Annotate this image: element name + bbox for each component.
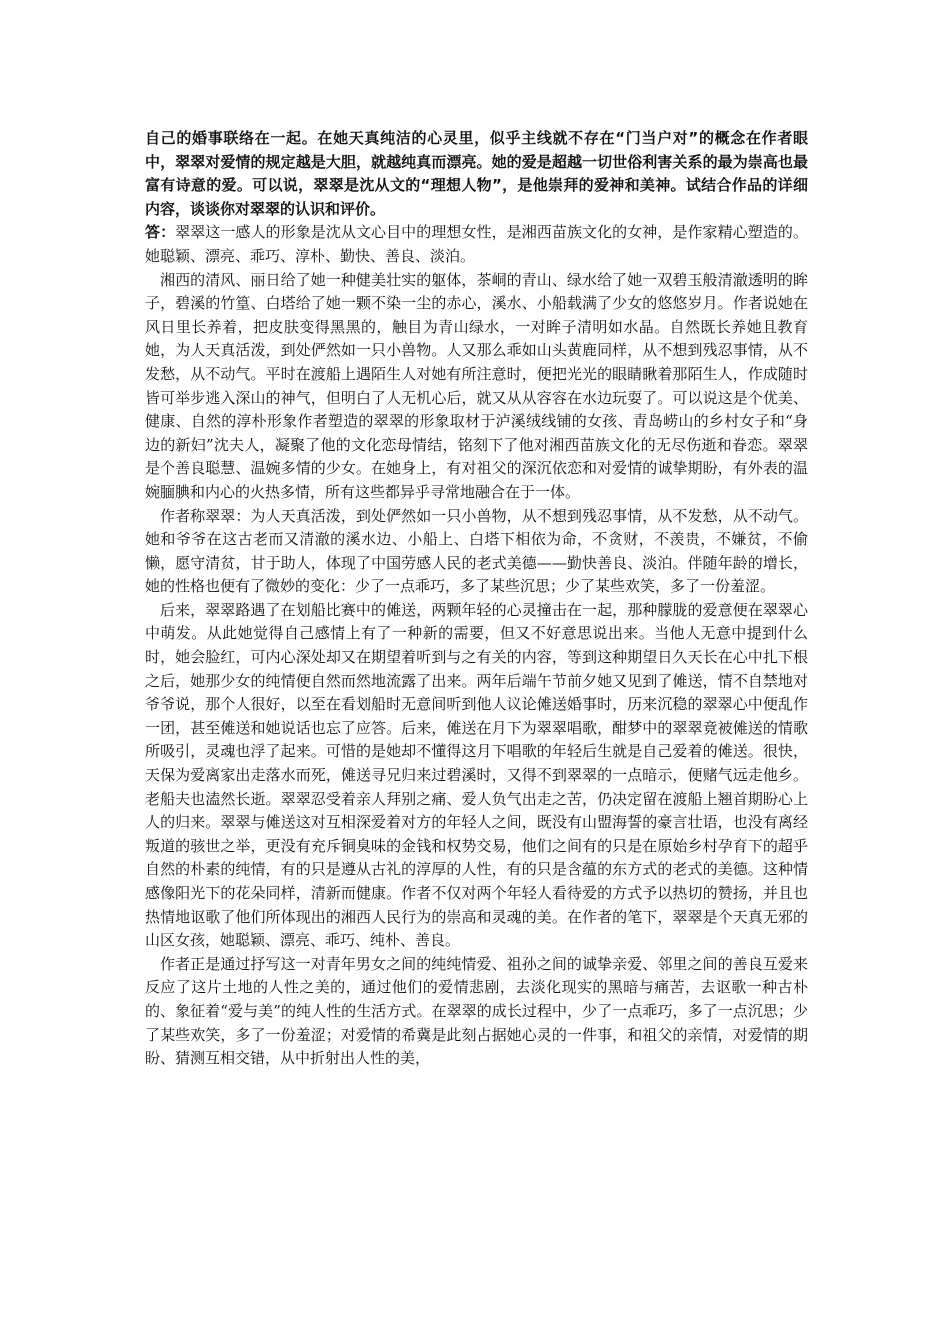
answer-intro-text: 翠翠这一感人的形象是沈从文心目中的理想女性，是湘西苗族文化的女神，是作家精心塑造的。她聪颖、漂亮、乖巧、淳朴、勤快、善良、淡泊。 (145, 223, 808, 265)
answer-intro (145, 221, 808, 268)
body-paragraph-4: 作者正是通过抒写这一对青年男女之间的纯纯情爱、祖孙之间的诚挚亲爱、邻里之间的善良互爱来反应了这片土地的人性之美的，通过他们的爱情悲剧，去淡化现实的黑暗与痛苦，去讴歌一种古朴的、象征着“爱与美”的纯人性的生活方式。在翠翠的成长过程中，少了一点乖巧，多了一点沉思；少了某些欢笑，多了一份羞涩；对爱情的希冀是此刻占据她心灵的一件事，和祖父的亲情，对爱情的期盼、猜测互相交错，从中折射出人性的美， (145, 954, 808, 1068)
answer-label: 答： (145, 223, 176, 242)
question-text: 自己的婚事联络在一起。在她天真纯洁的心灵里，似乎主线就不存在“门当户对”的概念在作者眼中，翠翠对爱情的规定越是大胆，就越纯真而漂亮。她的爱是超越一切世俗利害关系的最为崇高也最富有诗意的爱。可以说，翠翠是沈从文的“理想人物”，是他崇拜的爱神和美神。试结合作品的详细内容，谈谈你对翠翠的认识和评价。 (145, 129, 808, 218)
body-paragraph-2: 作者称翠翠：为人天真活泼，到处俨然如一只小兽物，从不想到残忍事情，从不发愁，从不动气。她和爷爷在这古老而又清澈的溪水边、小船上、白塔下相依为命，不贪财，不羡贵，不嫌贫，不偷懒，愿守清贫，甘于助人，体现了中国劳感人民的老式美德——勤快善良、淡泊。伴随年龄的增长，她的性格也便有了微妙的变化：少了一点乖巧，多了某些沉思；少了某些欢笑，多了一份羞涩。 (145, 506, 808, 596)
body-paragraph-1: 湘西的清风、丽日给了她一种健美壮实的躯体，茶峒的青山、绿水给了她一双碧玉般清澈透明的眸子，碧溪的竹篁、白塔给了她一颗不染一尘的赤心，溪水、小船载满了少女的悠悠岁月。作者说她在风日里长养着，把皮肤变得黑黑的，触目为青山绿水，一对眸子清明如水晶。自然既长养她且教育她，为人天真活泼，到处俨然如一只小兽物。人又那么乖如山头黄鹿同样，从不想到残忍事情，从不发愁，从不动气。平时在渡船上遇陌生人对她有所注意时，便把光光的眼睛瞅着那陌生人，作成随时皆可举步逃入深山的神气，但明白了人无机心后，就又从从容容在水边玩耍了。可以说这是个优美、健康、自然的淳朴形象作者塑造的翠翠的形象取材于泸溪绒线铺的女孩、青岛崂山的乡村女子和“身边的新妇”沈夫人，凝聚了他的文化恋母情结，铭刻下了他对湘西苗族文化的无尽伤逝和眷恋。翠翠是个善良聪慧、温婉多情的少女。在她身上，有对祖父的深沉依恋和对爱情的诚挚期盼，有外表的温婉腼腆和内心的火热多情，所有这些都异乎寻常地融合在于一体。 (145, 270, 808, 501)
document-page (145, 127, 808, 1071)
body-paragraph-3: 后来，翠翠路遇了在划船比赛中的傩送，两颗年轻的心灵撞击在一起，那种朦胧的爱意便在翠翠心中萌发。从此她觉得自己感情上有了一种新的需要，但又不好意思说出来。当他人无意中提到什么时，她会脸红，可内心深处却又在期望着听到与之有关的内容，等到这种期望日久天长在心中扎下根之后，她那少女的纯情便自然而然地流露了出来。两年后端午节前夕她又见到了傩送，情不自禁地对爷爷说，那个人很好，以至在看划船时无意间听到他人议论傩送婚事时，历来沉稳的翠翠心中便乱作一团，甚至傩送和她说话也忘了应答。后来，傩送在月下为翠翠唱歌，酣梦中的翠翠竟被傩送的情歌所吸引，灵魂也浮了起来。可惜的是她却不懂得这月下唱歌的年轻后生就是自己爱着的傩送。很快，天保为爱离家出走落水而死，傩送寻兄归来过碧溪时，又得不到翠翠的一点暗示，便赌气远走他乡。老船夫也溘然长逝。翠翠忍受着亲人拜别之痛、爱人负气出走之苦，仍决定留在渡船上翘首期盼心上人的归来。翠翠与傩送这对互相深爱着对方的年轻人之间，既没有山盟海誓的豪言壮语，也没有离经叛道的骇世之举，更没有充斥铜臭味的金钱和权势交易，他们之间有的只是在原始乡村孕育下的超乎自然的朴素的纯情，有的只是遵从古礼的淳厚的人性，有的只是含蕴的东方式的老式的美德。这种情感像阳光下的花朵同样，清新而健康。作者不仅对两个年轻人看待爱的方式予以热切的赞扬，并且也热情地讴歌了他们所体现出的湘西人民行为的崇高和灵魂的美。在作者的笔下，翠翠是个天真无邪的山区女孩，她聪颖、漂亮、乖巧、纯朴、善良。 (145, 600, 808, 950)
